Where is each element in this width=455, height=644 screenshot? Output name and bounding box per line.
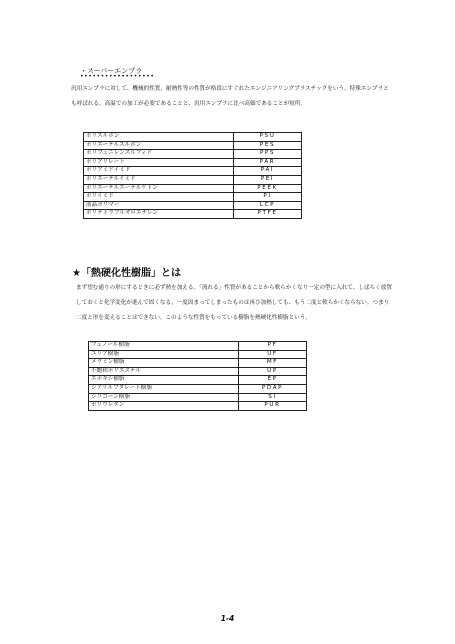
resin-abbreviation-cell: PAI (234, 167, 302, 176)
resin-name-cell: ポリエーテルスルホン (84, 141, 234, 150)
table-row (84, 133, 302, 142)
table-row (84, 167, 302, 176)
resin-abbreviation-cell: PPS (234, 150, 302, 159)
table-row (89, 367, 307, 376)
table-row (89, 376, 307, 385)
section1-paragraph: 汎用エンプラに対して、機械的性質、耐熱性等の性質が格段にすぐれたエンジニアリングプラスチックをいう。特殊エンプラとも呼ばれる。高温での加工が必要であることと、汎用エンプラに比べ高価であることが短所。 (71, 86, 389, 107)
section-heading-thermosetting-resin: ★「熱硬化性樹脂」とは (72, 268, 181, 279)
thermosetting-resin-table (88, 341, 307, 411)
resin-abbreviation-cell: PF (239, 342, 307, 351)
resin-name-cell: 不飽和ポリエステル (89, 367, 239, 376)
resin-name-cell: ポリアリレート (84, 158, 234, 167)
table-row (89, 402, 307, 411)
resin-name-cell: メラミン樹脂 (89, 359, 239, 368)
table-row (89, 350, 307, 359)
resin-name-cell: シリコーン樹脂 (89, 393, 239, 402)
resin-abbreviation-cell: UF (239, 350, 307, 359)
resin-abbreviation-cell: PDAP (239, 384, 307, 393)
dotted-underline: •••••••••••••••••• (80, 73, 155, 80)
resin-name-cell: 液晶ポリマー (84, 201, 234, 210)
section-title-super-engineering-plastics: ・スーパーエンプラ (80, 67, 143, 75)
resin-abbreviation-cell: PSU (234, 133, 302, 142)
resin-abbreviation-cell: SI (239, 393, 307, 402)
table-row (84, 210, 302, 219)
table-row (84, 150, 302, 159)
resin-name-cell: エポキシ樹脂 (89, 376, 239, 385)
table-row (89, 342, 307, 351)
resin-abbreviation-cell: PAR (234, 158, 302, 167)
resin-name-cell: ジアリルフタレート樹脂 (89, 384, 239, 393)
resin-name-cell: ポリフェニレンスルフィド (84, 150, 234, 159)
resin-abbreviation-cell: PI (234, 193, 302, 202)
table-row (89, 393, 307, 402)
resin-abbreviation-cell: EP (239, 376, 307, 385)
resin-name-cell: ポリエーテルイミド (84, 175, 234, 184)
resin-abbreviation-cell: UP (239, 367, 307, 376)
resin-abbreviation-cell: MF (239, 359, 307, 368)
table-row (89, 384, 307, 393)
resin-abbreviation-cell: PUR (239, 402, 307, 411)
resin-name-cell: フェノール樹脂 (89, 342, 239, 351)
table-row (84, 175, 302, 184)
resin-name-cell: ポリテトラフルオロエチレン (84, 210, 234, 219)
table-row (84, 158, 302, 167)
resin-abbreviation-cell: PEI (234, 175, 302, 184)
table-row (84, 193, 302, 202)
table-row (84, 201, 302, 210)
table-row (89, 359, 307, 368)
resin-name-cell: ポリアミドイミド (84, 167, 234, 176)
resin-abbreviation-cell: PES (234, 141, 302, 150)
super-engineering-plastics-table (83, 132, 302, 219)
page-number: 1-4 (220, 614, 235, 623)
resin-name-cell: ポリイミド (84, 193, 234, 202)
resin-abbreviation-cell: PEEK (234, 184, 302, 193)
resin-name-cell: ユリア樹脂 (89, 350, 239, 359)
resin-abbreviation-cell: PTFE (234, 210, 302, 219)
section2-paragraph: まず望む通りの形にするときに必ず熱を加える。「流れる」性質があることから軟らかくなり一定の型に入れて、しばらく放置しておくと化学変化が進んで固くなる。一度固まってしまったものは再び加熱しても、もう二度と軟らかくならない。つまり二度と形を変えることはできない。このような性質をもっている樹脂を熱硬化性樹脂という。 (76, 285, 392, 321)
resin-abbreviation-cell: LCP (234, 201, 302, 210)
table-row (84, 141, 302, 150)
resin-name-cell: ポリウレタン (89, 402, 239, 411)
resin-name-cell: ポリスルホン (84, 133, 234, 142)
table-row (84, 184, 302, 193)
resin-name-cell: ポリエーテルエーテルケトン (84, 184, 234, 193)
